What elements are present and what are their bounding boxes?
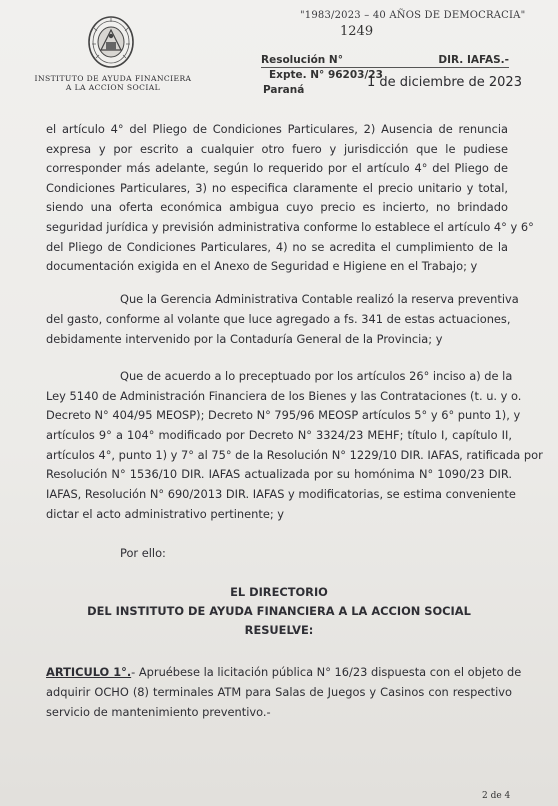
article-first-line	[46, 665, 522, 685]
paragraph-line: debidamente intervenido por la Contaduría General de la Provincia; y	[46, 332, 443, 346]
por-ello: Por ello:	[120, 546, 166, 560]
resolution-header-line	[261, 54, 509, 68]
paragraph-1	[46, 122, 534, 279]
article-line: adquirir OCHO (8) terminales ATM para Salas de Juegos y Casinos con respectivo	[46, 685, 512, 699]
paragraph-line: Que la Gerencia Administrativa Contable realizó la reserva preventiva	[120, 292, 519, 306]
paragraph-line: seguridad jurídica y previsión administrativa conforme lo establece el artículo 4° y 6°	[46, 219, 534, 234]
resolucion-label: Resolución N°	[261, 54, 343, 66]
article-1	[46, 665, 522, 725]
paragraph-line: del gasto, conforme al volante que luce agregado a fs. 341 de estas actuaciones,	[46, 312, 511, 326]
article-line: servicio de mantenimiento preventivo.-	[46, 705, 271, 719]
institute-name-line2: A LA ACCION SOCIAL	[65, 83, 161, 92]
paragraph-3	[46, 369, 543, 527]
paragraph-line: Que de acuerdo a lo preceptuado por los artículos 26° inciso a) de la	[120, 369, 513, 383]
institute-name	[34, 74, 192, 92]
resolution-date: 1 de diciembre de 2023	[367, 75, 522, 90]
directorio-heading: EL DIRECTORIO	[230, 585, 328, 599]
paragraph-line: del Pliego de Condiciones Particulares, 4) no se acredita el cumplimiento de la	[46, 239, 508, 254]
paragraph-line: IAFAS, Resolución N° 690/2013 DIR. IAFAS y modificatorias, se estima conveniente	[46, 487, 516, 502]
paragraph-line: corresponder más adelante, según lo requerido por el artículo 4° del Pliego de	[46, 161, 508, 176]
institute-name-line1: INSTITUTO DE AYUDA FINANCIERA	[34, 74, 192, 83]
paragraph-line: artículos 9° a 104° modificado por Decreto N° 3324/23 MEHF; título I, capítulo II,	[46, 428, 512, 443]
page-number: 2 de 4	[482, 791, 511, 801]
dir-label: DIR. IAFAS.-	[438, 54, 509, 66]
expediente: Expte. N° 96203/23	[269, 69, 383, 81]
paragraph-line: artículos 4°, punto 1) y 7° al 75° de la Resolución N° 1229/10 DIR. IAFAS, ratificada por	[46, 447, 543, 462]
article-text: - Apruébese la licitación pública N° 16/23 dispuesta con el objeto de	[131, 665, 522, 679]
motto: "1983/2023 – 40 AÑOS DE DEMOCRACIA"	[300, 10, 526, 21]
paragraph-line: Decreto N° 404/95 MEOSP); Decreto N° 795/96 MEOSP artículos 5° y 6° punto 1), y	[46, 408, 521, 423]
paragraph-line: expresa y por escrito a cualquier otro fuero y jurisdicción que le pudiese	[46, 141, 508, 156]
article-label: ARTICULO 1°.	[46, 665, 132, 679]
institute-heading: DEL INSTITUTO DE AYUDA FINANCIERA A LA ACCION SOCIAL	[87, 604, 471, 618]
paragraph-2	[46, 292, 519, 352]
paragraph-line: dictar el acto administrativo pertinente; y	[46, 506, 285, 521]
paragraph-line: documentación exigida en el Anexo de Seguridad e Higiene en el Trabajo; y	[46, 259, 478, 274]
paragraph-line: siendo una oferta económica ambigua cuyo precio es incierto, no brindado	[46, 200, 508, 215]
institute-seal-logo	[86, 14, 136, 70]
city: Paraná	[263, 84, 305, 96]
paragraph-line: el artículo 4° del Pliego de Condiciones Particulares, 2) Ausencia de renuncia	[46, 122, 508, 136]
resolution-number: 1249	[340, 24, 374, 39]
paragraph-line: Condiciones Particulares, 3) no especifica claramente el precio unitario y total,	[46, 180, 508, 195]
resuelve-heading: RESUELVE:	[244, 623, 314, 637]
paragraph-line: Ley 5140 de Administración Financiera de los Bienes y las Contrataciones (t. u. y o.	[46, 388, 522, 403]
paragraph-line: Resolución N° 1536/10 DIR. IAFAS actualizada por su homónima N° 1090/23 DIR.	[46, 467, 512, 482]
